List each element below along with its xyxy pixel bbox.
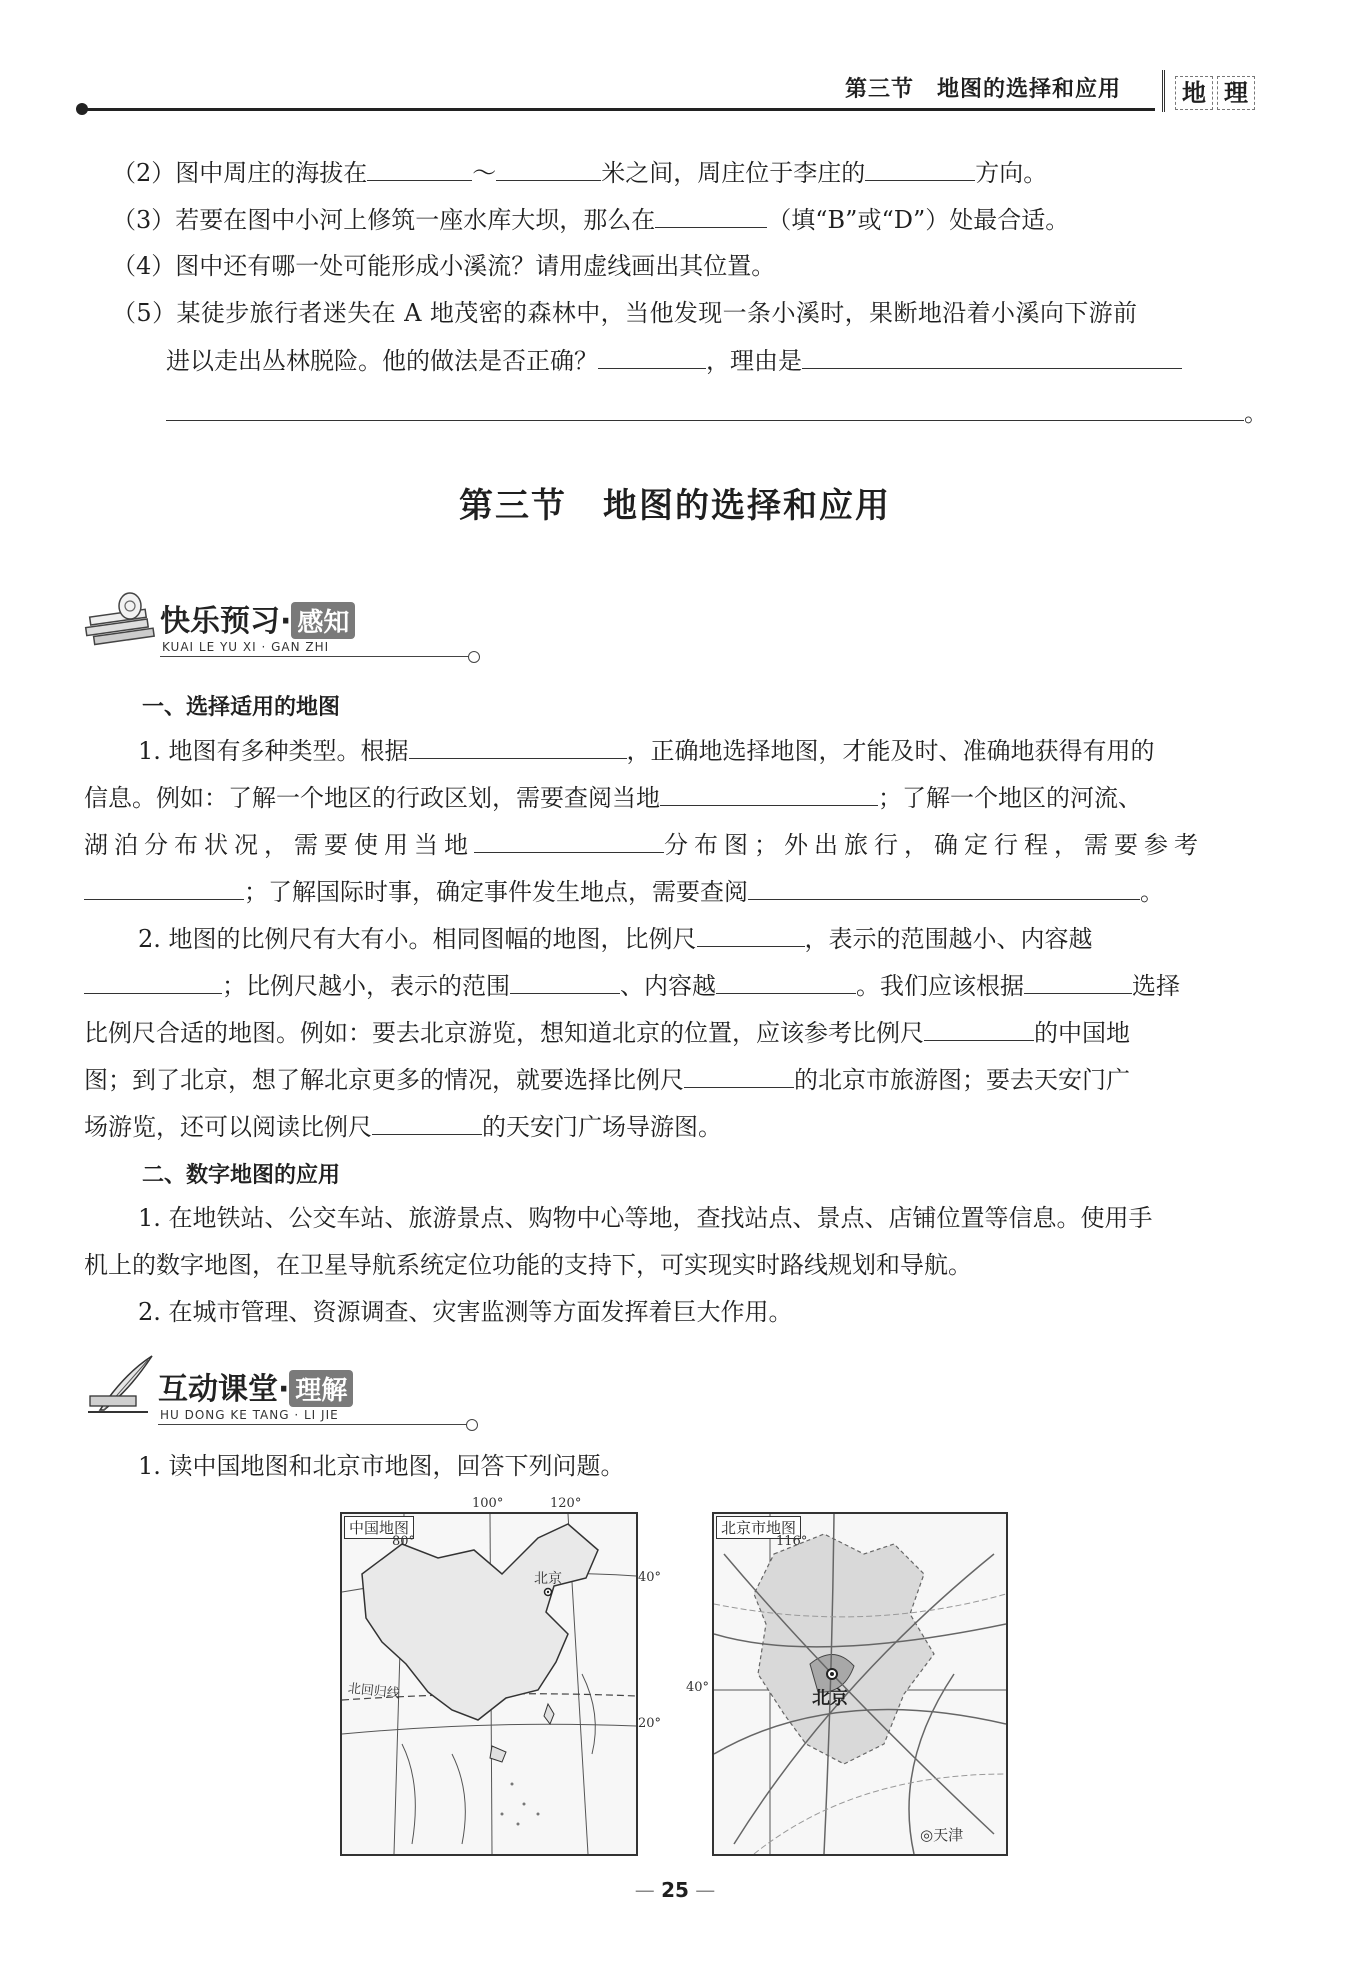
answer-blank[interactable]	[655, 205, 767, 228]
answer-blank[interactable]	[697, 924, 805, 947]
beijing-city-label: 北京	[812, 1688, 848, 1709]
question-4: （4）图中还有哪一处可能形成小溪流？请用虚线画出其位置。	[112, 252, 776, 280]
answer-blank[interactable]	[598, 346, 706, 369]
part1-heading: 一、选择适用的地图	[142, 695, 341, 720]
page-number: — 25 —	[634, 1878, 716, 1902]
answer-blank[interactable]	[924, 1018, 1034, 1041]
answer-blank[interactable]	[372, 1112, 482, 1135]
preview-badge-title: 快乐预习·	[160, 604, 292, 639]
quill-icon	[82, 1352, 158, 1418]
answer-blank[interactable]	[474, 830, 664, 853]
part2-para1-line1: 1. 在地铁站、公交车站、旅游景点、购物中心等地，查找站点、景点、店铺位置等信息。使用手	[138, 1204, 1153, 1232]
lat-40-label: 40°	[638, 1570, 662, 1585]
answer-blank[interactable]	[367, 158, 472, 181]
lat-20-label: 20°	[638, 1716, 662, 1731]
answer-blank[interactable]	[496, 158, 601, 181]
lon-100-label: 100°	[472, 1496, 504, 1511]
part1-para2-line2: ；比例尺越小，表示的范围 、内容越 。我们应该根据 选择	[84, 971, 1180, 1000]
badge-underline	[160, 656, 470, 657]
answer-blank[interactable]	[84, 971, 222, 994]
china-map-title: 中国地图	[344, 1516, 414, 1539]
part1-para2-line5: 场游览，还可以阅读比例尺 的天安门广场导游图。	[84, 1113, 722, 1141]
preview-badge-tag: 感知	[291, 602, 355, 639]
subject-label	[1162, 70, 1265, 112]
preview-badge	[82, 590, 402, 660]
class-badge-title: 互动课堂·	[158, 1372, 290, 1407]
answer-blank[interactable]	[802, 346, 1182, 369]
question-2: （2）图中周庄的海拔在 ～ 米之间，周庄位于李庄的 方向。	[112, 159, 1048, 187]
preview-badge-pinyin: KUAI LE YU XI · GAN ZHI	[162, 640, 330, 654]
class-badge	[82, 1352, 402, 1422]
part1-para2-line3: 比例尺合适的地图。例如：要去北京游览，想知道北京的位置，应该参考比例尺 的中国地	[84, 1019, 1130, 1047]
answer-blank[interactable]	[684, 1065, 794, 1088]
beijing-label: 北京	[534, 1571, 562, 1587]
question-3: （3）若要在图中小河上修筑一座水库大坝，那么在 （填“B”或“D”）处最合适。	[112, 206, 1070, 234]
header-rule	[80, 108, 1155, 111]
class-badge-tag: 理解	[289, 1370, 353, 1407]
question-5-line-3: 。	[166, 398, 1268, 427]
part2-heading: 二、数字地图的应用	[142, 1163, 341, 1188]
tropic-label: 北回归线	[347, 1681, 401, 1702]
answer-blank[interactable]	[510, 971, 620, 994]
answer-blank[interactable]	[865, 158, 975, 181]
part1-para2-line4: 图；到了北京，想了解北京更多的情况，就要选择比例尺 的北京市旅游图；要去天安门广	[84, 1066, 1130, 1094]
question-5-line-2: 进以走出丛林脱险。他的做法是否正确？ ，理由是	[166, 346, 1182, 375]
lon-80-label: 80°	[392, 1534, 416, 1549]
exercise-question-1: 1. 读中国地图和北京市地图，回答下列问题。	[138, 1452, 625, 1480]
lon-116-label: 116°	[776, 1534, 808, 1549]
part1-para2-line1: 2. 地图的比例尺有大有小。相同图幅的地图，比例尺 ，表示的范围越小、内容越	[138, 925, 1093, 953]
answer-blank[interactable]	[84, 877, 244, 900]
answer-blank[interactable]	[166, 398, 1244, 421]
badge-end-dot	[466, 1419, 478, 1431]
badge-end-dot	[468, 651, 480, 663]
answer-blank[interactable]	[660, 783, 878, 806]
beijing-map-drawing	[714, 1514, 1006, 1854]
china-map	[340, 1512, 638, 1856]
part2-para1-line2: 机上的数字地图，在卫星导航系统定位功能的支持下，可实现实时路线规划和导航。	[84, 1251, 972, 1279]
subject-char-1: 地	[1175, 76, 1213, 110]
part1-para1-line1: 1. 地图有多种类型。根据 ，正确地选择地图，才能及时、准确地获得有用的	[138, 737, 1155, 765]
books-icon	[82, 590, 157, 652]
lon-120-label: 120°	[550, 1496, 582, 1511]
class-badge-pinyin: HU DONG KE TANG · LI JIE	[160, 1408, 339, 1422]
running-header-title: 第三节 地图的选择和应用	[845, 76, 1122, 102]
badge-underline	[158, 1424, 468, 1425]
answer-blank[interactable]	[1024, 971, 1132, 994]
part2-para2: 2. 在城市管理、资源调查、灾害监测等方面发挥着巨大作用。	[138, 1298, 793, 1326]
answer-blank[interactable]	[748, 877, 1140, 900]
beijing-map	[712, 1512, 1008, 1856]
section-title: 第三节 地图的选择和应用	[459, 486, 891, 526]
answer-blank[interactable]	[716, 971, 856, 994]
part1-para1-line3: 湖泊分布状况，需要使用当地 分布图；外出旅行，确定行程，需要参考	[84, 831, 1204, 859]
question-5-line-1: （5）某徒步旅行者迷失在 A 地茂密的森林中，当他发现一条小溪时，果断地沿着小溪向下游前	[112, 299, 1138, 327]
beijing-map-title: 北京市地图	[716, 1516, 801, 1539]
tianjin-label: ◎天津	[920, 1826, 964, 1844]
answer-blank[interactable]	[409, 736, 627, 759]
part1-para1-line4: ；了解国际时事，确定事件发生地点，需要查阅 。	[84, 877, 1164, 906]
beijing-lat-40-label: 40°	[686, 1680, 710, 1695]
subject-char-2: 理	[1217, 76, 1255, 110]
part1-para1-line2: 信息。例如：了解一个地区的行政区划，需要查阅当地 ；了解一个地区的河流、	[84, 784, 1142, 812]
